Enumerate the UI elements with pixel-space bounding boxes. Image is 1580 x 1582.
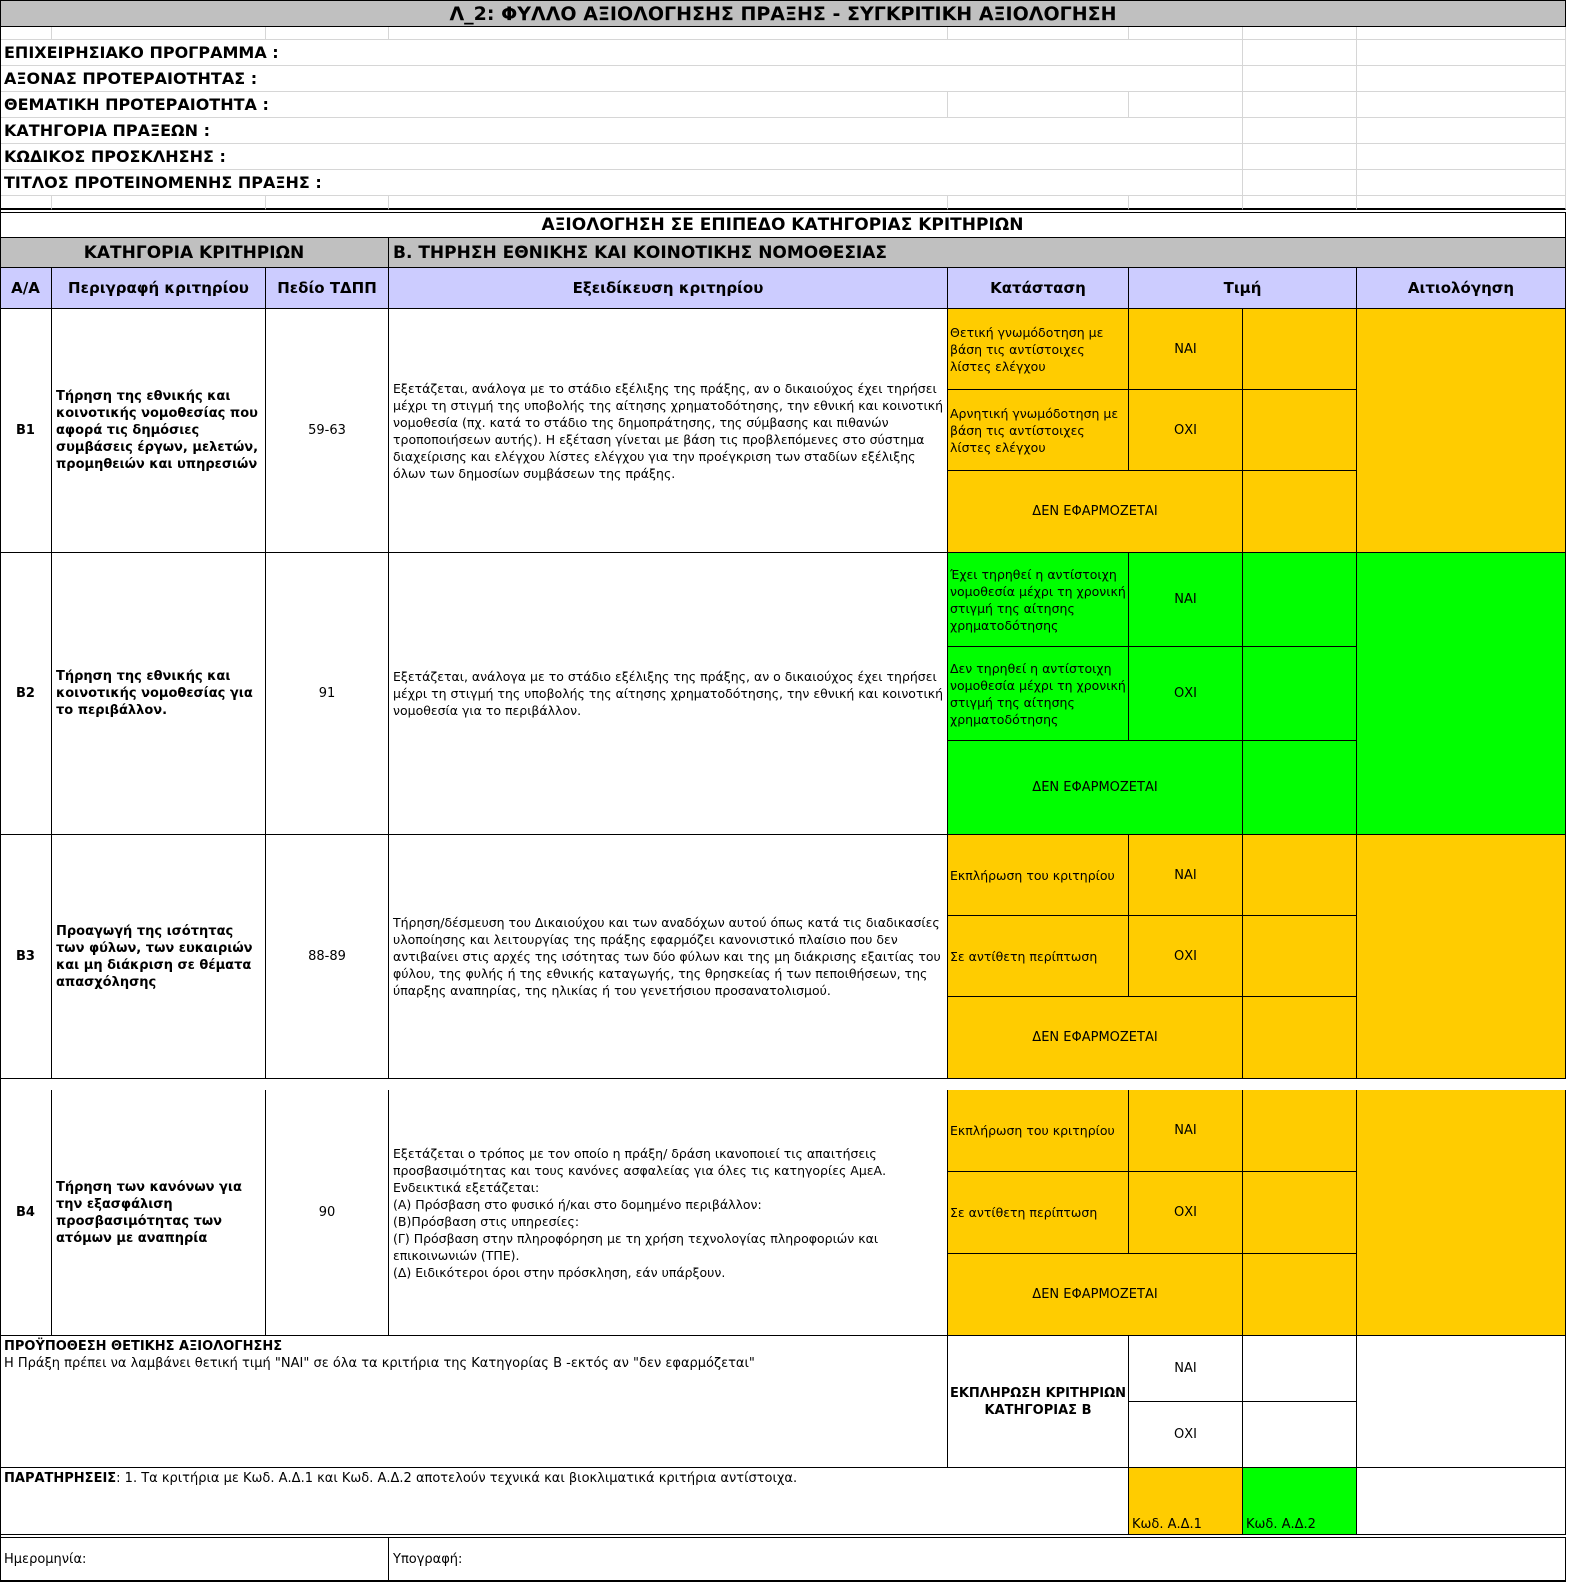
grid-cell[interactable] (52, 196, 266, 210)
grid-cell[interactable] (1357, 40, 1566, 66)
grid-cell[interactable] (389, 196, 948, 210)
fulfillment-label: ΕΚΠΛΗΡΩΣΗ ΚΡΙΤΗΡΙΩΝ ΚΑΤΗΓΟΡΙΑΣ Β (948, 1336, 1129, 1468)
sheet-left-border (0, 0, 1, 1582)
info-program[interactable]: ΕΠΙΧΕΙΡΗΣΙΑΚΟ ΠΡΟΓΡΑΜΜΑ : (0, 40, 1243, 66)
criterion-description: Τήρηση των κανόνων για την εξασφάλιση προσβασιμότητας των ατόμων με αναπηρία (52, 1090, 266, 1336)
value-yes[interactable]: ΝΑΙ (1129, 1090, 1243, 1172)
info-action-title[interactable]: ΤΙΤΛΟΣ ΠΡΟΤΕΙΝΟΜΕΝΗΣ ΠΡΑΞΗΣ : (0, 170, 1243, 196)
status-no: Σε αντίθετη περίπτωση (948, 916, 1129, 997)
condition-text: Η Πράξη πρέπει να λαμβάνει θετική τιμή "ΝΑΙ" σε όλα τα κριτήρια της Κατηγορίας Β -εκτός αν "δεν εφαρμόζεται" (4, 1356, 755, 1371)
header-specification: Εξειδίκευση κριτηρίου (389, 268, 948, 309)
condition-empty-cell[interactable] (1357, 1336, 1566, 1468)
grid-cell[interactable] (948, 27, 1129, 40)
info-action-category[interactable]: ΚΑΤΗΓΟΡΙΑ ΠΡΑΞΕΩΝ : (0, 118, 1243, 144)
category-value: Β. ΤΗΡΗΣΗ ΕΘΝΙΚΗΣ ΚΑΙ ΚΟΙΝΟΤΙΚΗΣ ΝΟΜΟΘΕΣΙΑΣ (389, 238, 1566, 268)
value-no[interactable]: ΟΧΙ (1129, 390, 1243, 471)
grid-cell[interactable] (1243, 118, 1357, 144)
grid-cell[interactable] (266, 196, 389, 210)
legend-ad2: Κωδ. Α.Δ.2 (1243, 1468, 1357, 1535)
criterion-description: Τήρηση της εθνικής και κοινοτικής νομοθεσίας που αφορά τις δημόσιες συμβάσεις έργων, μελετών, προμηθειών και υπηρεσιών (52, 309, 266, 553)
fulfillment-no[interactable]: ΟΧΙ (1129, 1402, 1243, 1468)
grid-cell[interactable] (1129, 27, 1243, 40)
value-not-applicable[interactable]: ΔΕΝ ΕΦΑΡΜΟΖΕΤΑΙ (948, 741, 1243, 835)
value-na-input[interactable] (1243, 1254, 1357, 1336)
header-aa: Α/Α (0, 268, 52, 309)
signature-field[interactable]: Υπογραφή: (389, 1537, 1566, 1582)
value-yes[interactable]: ΝΑΙ (1129, 553, 1243, 647)
condition-title: ΠΡΟΫΠΟΘΕΣΗ ΘΕΤΙΚΗΣ ΑΞΙΟΛΟΓΗΣΗΣ (4, 1339, 283, 1354)
criterion-specification: Εξετάζεται, ανάλογα με το στάδιο εξέλιξης της πράξης, αν ο δικαιούχος έχει τηρήσει μέχρι τη στιγμή της υποβολής της αίτησης χρηματοδότησης, την εθνική και κοινοτική νομοθεσία για το περιβάλλον. (389, 553, 948, 835)
criterion-field: 88-89 (266, 835, 389, 1079)
category-label: ΚΑΤΗΓΟΡΙΑ ΚΡΙΤΗΡΙΩΝ (0, 238, 389, 268)
section-title: ΑΞΙΟΛΟΓΗΣΗ ΣΕ ΕΠΙΠΕΔΟ ΚΑΤΗΓΟΡΙΑΣ ΚΡΙΤΗΡΙΩΝ (0, 212, 1566, 238)
header-value: Τιμή (1129, 268, 1357, 309)
justification-cell[interactable] (1357, 1090, 1566, 1336)
grid-cell[interactable] (1243, 27, 1357, 40)
grid-cell[interactable] (0, 196, 52, 210)
status-no: Αρνητική γνωμόδοτηση με βάση τις αντίστοιχες λίστες ελέγχου (948, 390, 1129, 471)
fulfillment-yes[interactable]: ΝΑΙ (1129, 1336, 1243, 1402)
info-priority-axis[interactable]: ΑΞΟΝΑΣ ΠΡΟΤΕΡΑΙΟΤΗΤΑΣ : (0, 66, 1243, 92)
header-description: Περιγραφή κριτηρίου (52, 268, 266, 309)
sheet-title: Λ_2: ΦΥΛΛΟ ΑΞΙΟΛΟΓΗΣΗΣ ΠΡΑΞΗΣ - ΣΥΓΚΡΙΤΙΚΗ ΑΞΙΟΛΟΓΗΣΗ (0, 0, 1566, 27)
grid-cell[interactable] (0, 27, 52, 40)
status-yes: Θετική γνωμόδοτηση με βάση τις αντίστοιχες λίστες ελέγχου (948, 309, 1129, 390)
value-yes[interactable]: ΝΑΙ (1129, 835, 1243, 916)
criterion-id: Β3 (0, 835, 52, 1079)
criterion-field: 59-63 (266, 309, 389, 553)
status-yes: Εκπλήρωση του κριτηρίου (948, 1090, 1129, 1172)
grid-cell[interactable] (1129, 196, 1243, 210)
criterion-id: Β4 (0, 1090, 52, 1336)
value-na-input[interactable] (1243, 997, 1357, 1079)
value-yes-input[interactable] (1243, 553, 1357, 647)
info-call-code[interactable]: ΚΩΔΙΚΟΣ ΠΡΟΣΚΛΗΣΗΣ : (0, 144, 1243, 170)
justification-cell[interactable] (1357, 309, 1566, 553)
justification-cell[interactable] (1357, 553, 1566, 835)
value-no-input[interactable] (1243, 390, 1357, 471)
value-no[interactable]: ΟΧΙ (1129, 647, 1243, 741)
value-no[interactable]: ΟΧΙ (1129, 1172, 1243, 1254)
grid-cell[interactable] (948, 92, 1129, 118)
grid-cell[interactable] (266, 27, 389, 40)
fulfillment-yes-input[interactable] (1243, 1336, 1357, 1402)
grid-cell[interactable] (1243, 170, 1357, 196)
header-field: Πεδίο ΤΔΠΠ (266, 268, 389, 309)
grid-cell[interactable] (1357, 66, 1566, 92)
condition-block (0, 1336, 948, 1468)
grid-cell[interactable] (1357, 92, 1566, 118)
status-yes: Έχει τηρηθεί η αντίστοιχη νομοθεσία μέχρι τη χρονική στιγμή της αίτησης χρηματοδότησης (948, 553, 1129, 647)
grid-cell[interactable] (1243, 92, 1357, 118)
value-no[interactable]: ΟΧΙ (1129, 916, 1243, 997)
grid-cell[interactable] (1243, 66, 1357, 92)
criterion-id: Β2 (0, 553, 52, 835)
grid-cell[interactable] (1357, 118, 1566, 144)
value-not-applicable[interactable]: ΔΕΝ ΕΦΑΡΜΟΖΕΤΑΙ (948, 997, 1243, 1079)
criterion-specification: Τήρηση/δέσμευση του Δικαιούχου και των αναδόχων αυτού όπως κατά τις διαδικασίες υλοποίησης και λειτουργίας της πράξης εφαρμόζει κανονιστικό πλαίσιο που δεν αντιβαίνει στις αρχές της ισότητας των δύο φύλων και της μη διάκρισης εξαιτίας του φύλου, της φυλής ή της εθνικής καταγωγής, της θρησκείας ή των πεποιθήσεων, της ύπαρξης αναπηρίας, της ηλικίας ή του γενετήσιου προσανατολισμού. (389, 835, 948, 1079)
value-yes[interactable]: ΝΑΙ (1129, 309, 1243, 390)
grid-cell[interactable] (1357, 144, 1566, 170)
grid-cell[interactable] (1357, 27, 1566, 40)
grid-cell[interactable] (52, 27, 266, 40)
info-thematic-priority[interactable]: ΘΕΜΑΤΙΚΗ ΠΡΟΤΕΡΑΙΟΤΗΤΑ : (0, 92, 948, 118)
grid-cell[interactable] (389, 27, 948, 40)
value-yes-input[interactable] (1243, 1090, 1357, 1172)
criterion-field: 91 (266, 553, 389, 835)
grid-cell[interactable] (948, 196, 1129, 210)
fulfillment-no-input[interactable] (1243, 1402, 1357, 1468)
value-no-input[interactable] (1243, 916, 1357, 997)
value-no-input[interactable] (1243, 1172, 1357, 1254)
notes-cell (0, 1468, 1129, 1535)
status-no: Σε αντίθετη περίπτωση (948, 1172, 1129, 1254)
criterion-description: Προαγωγή της ισότητας των φύλων, των ευκαιριών και μη διάκριση σε θέματα απασχόλησης (52, 835, 266, 1079)
header-status: Κατάσταση (948, 268, 1129, 309)
grid-cell[interactable] (1243, 40, 1357, 66)
grid-cell[interactable] (1129, 92, 1243, 118)
notes-empty-cell[interactable] (1357, 1468, 1566, 1535)
criterion-specification: Εξετάζεται ο τρόπος με τον οποίο η πράξη/ δράση ικανοποιεί τις απαιτήσεις προσβασιμότητας και τους κανόνες ασφαλείας για όλες τις κατηγορίες ΑμεΑ. Ενδεικτικά εξετάζεται: (Α) Πρόσβαση στο φυσικό ή/και στο δομημένο περιβάλλον: (Β)Πρόσβαση στις υπηρεσίες: (Γ) Πρόσβαση στην πληροφόρηση με τη χρήση τεχνολογίας πληροφοριών και επικοινωνιών (ΤΠΕ). (Δ) Ειδικότεροι όροι στην πρόσκληση, εάν υπάρξουν. (389, 1090, 948, 1336)
date-field[interactable]: Ημερομηνία: (0, 1537, 389, 1582)
grid-cell[interactable] (1243, 144, 1357, 170)
legend-ad1: Κωδ. Α.Δ.1 (1129, 1468, 1243, 1535)
header-justification: Αιτιολόγηση (1357, 268, 1566, 309)
grid-cell[interactable] (1357, 196, 1566, 210)
justification-cell[interactable] (1357, 835, 1566, 1079)
value-yes-input[interactable] (1243, 835, 1357, 916)
grid-cell[interactable] (1357, 170, 1566, 196)
criterion-id: Β1 (0, 309, 52, 553)
value-no-input[interactable] (1243, 647, 1357, 741)
status-no: Δεν τηρηθεί η αντίστοιχη νομοθεσία μέχρι τη χρονική στιγμή της αίτησης χρηματοδότησης (948, 647, 1129, 741)
criterion-field: 90 (266, 1090, 389, 1336)
value-not-applicable[interactable]: ΔΕΝ ΕΦΑΡΜΟΖΕΤΑΙ (948, 471, 1243, 553)
status-yes: Εκπλήρωση του κριτηρίου (948, 835, 1129, 916)
value-na-input[interactable] (1243, 741, 1357, 835)
criterion-specification: Εξετάζεται, ανάλογα με το στάδιο εξέλιξης της πράξης, αν ο δικαιούχος έχει τηρήσει μέχρι τη στιγμή της υποβολής της αίτησης χρηματοδότησης, την εθνική και κοινοτική νομοθεσία (πχ. κατά το στάδιο της δημοπράτησης, της σύμβασης και πιθανών τροποποιήσεων αυτής). Η εξέταση γίνεται με βάση τις προβλεπόμενες στο σύστημα διαχείρισης και ελέγχου λίστες ελέγχου για την προέγκριση των σταδίων εξέλιξης όλων των δημοσίων συμβάσεων της πράξης. (389, 309, 948, 553)
value-not-applicable[interactable]: ΔΕΝ ΕΦΑΡΜΟΖΕΤΑΙ (948, 1254, 1243, 1336)
criterion-description: Τήρηση της εθνικής και κοινοτικής νομοθεσίας για το περιβάλλον. (52, 553, 266, 835)
notes-text: : 1. Τα κριτήρια με Κωδ. Α.Δ.1 και Κωδ. Α.Δ.2 αποτελούν τεχνικά και βιοκλιματικά κριτήρια αντίστοιχα. (116, 1471, 798, 1486)
value-yes-input[interactable] (1243, 309, 1357, 390)
grid-cell[interactable] (1243, 196, 1357, 210)
value-na-input[interactable] (1243, 471, 1357, 553)
notes-label: ΠΑΡΑΤΗΡΗΣΕΙΣ (4, 1471, 117, 1486)
